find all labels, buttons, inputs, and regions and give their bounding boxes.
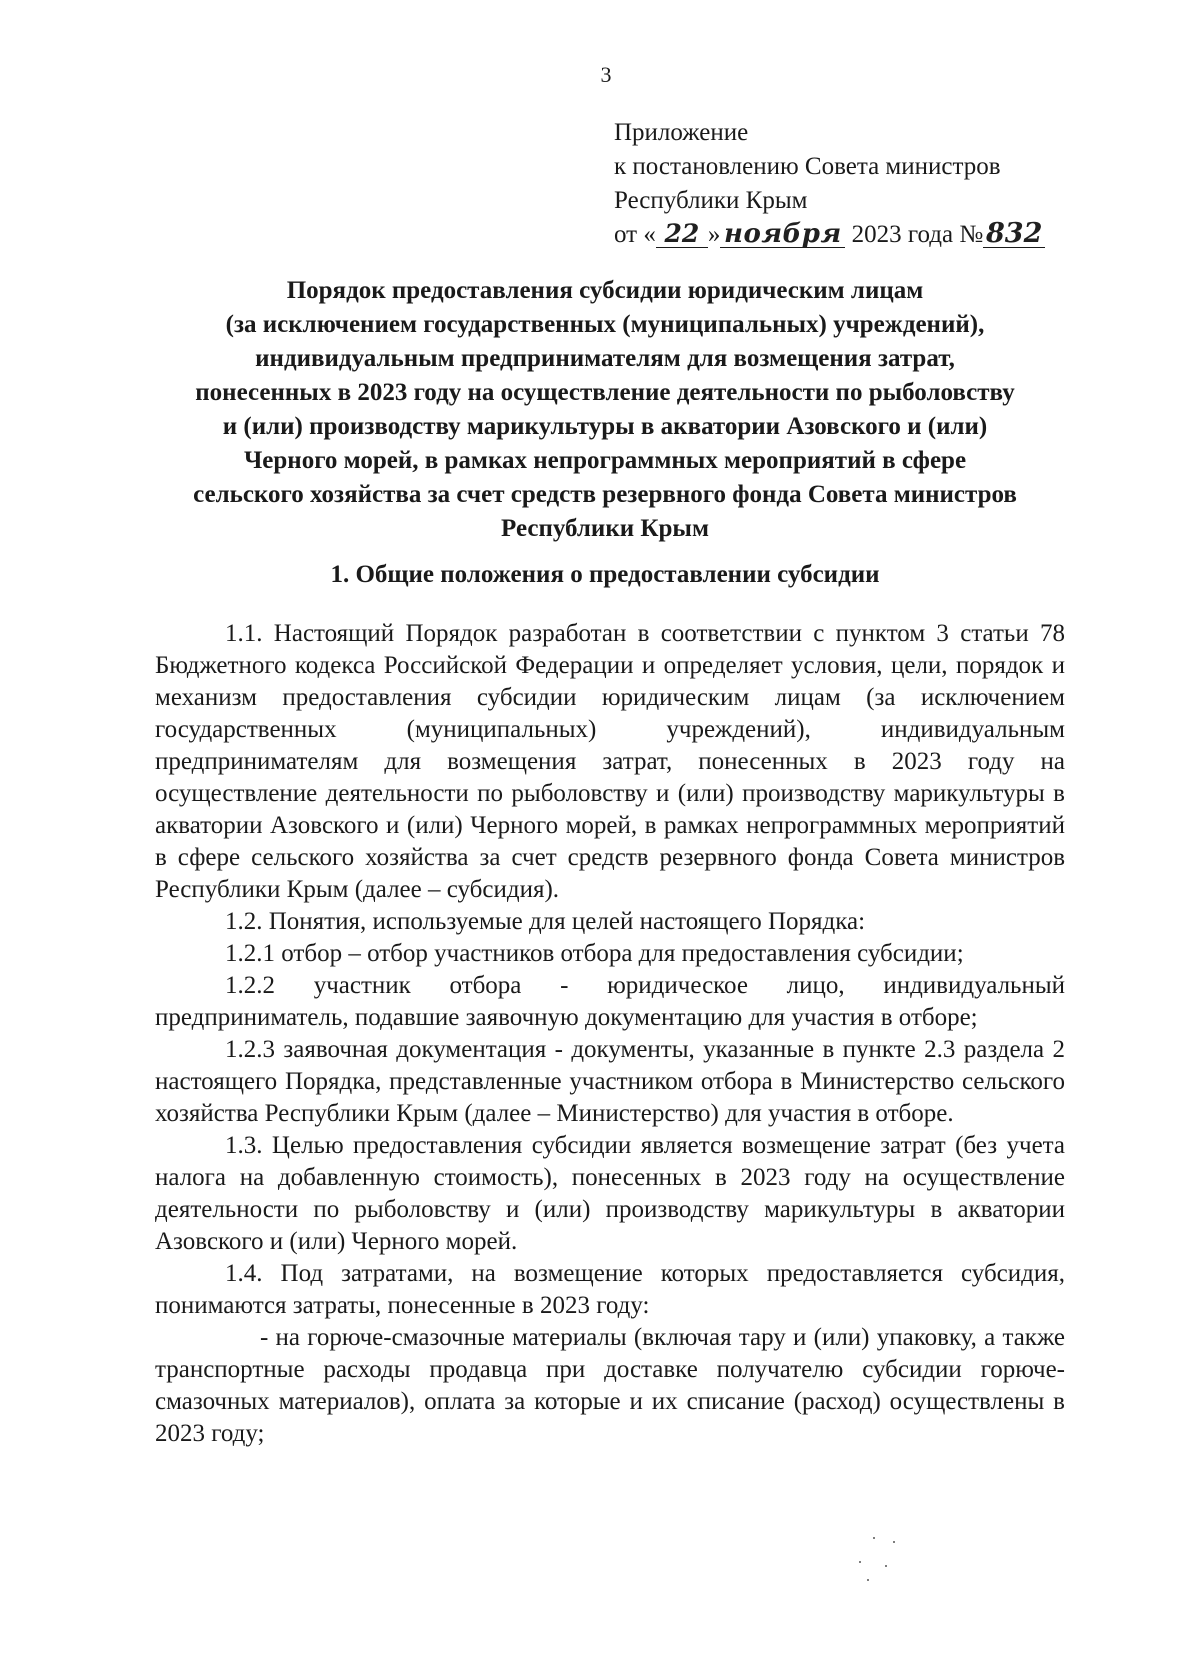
appendix-block [614, 116, 1045, 252]
paragraph-1-4-item-1: - на горюче-смазочные материалы (включая тару и (или) упаковку, а также транспортные расходы продавца при доставке получателю субсидии горюче-смазочных материалов), оплата за которые и их списание (расход) осуществлены в 2023 году; [155, 1324, 1065, 1447]
date-year: 2023 года № [851, 221, 984, 248]
date-prefix: от « [614, 221, 656, 248]
title-line-1: Порядок предоставления субсидии юридическим лицам [286, 277, 924, 304]
section-1-heading: 1. Общие положения о предоставлении субсидии [330, 561, 880, 588]
title-line-3: индивидуальным предпринимателям для возмещения затрат, [255, 345, 955, 372]
appendix-date-line [614, 218, 1045, 252]
document-body [155, 618, 1065, 1450]
appendix-resolution-line: к постановлению Совета министров [614, 153, 1001, 180]
title-line-7: сельского хозяйства за счет средств резервного фонда Совета министров [193, 481, 1017, 508]
handwritten-doc-number: 832 [983, 221, 1045, 248]
handwritten-month: ноября [720, 221, 845, 248]
paragraph-1-2: 1.2. Понятия, используемые для целей настоящего Порядка: [225, 908, 866, 935]
title-line-6: Черного морей, в рамках непрограммных мероприятий в сфере [243, 447, 967, 474]
appendix-label: Приложение [614, 119, 749, 146]
date-separator: » [707, 221, 721, 248]
handwritten-day: 22 [656, 221, 708, 248]
title-line-8: Республики Крым [501, 515, 709, 542]
appendix-republic-line: Республики Крым [614, 187, 808, 214]
title-line-5: и (или) производству марикультуры в акватории Азовского и (или) [222, 413, 988, 440]
paragraph-1-4: 1.4. Под затратами, на возмещение которых предоставляется субсидия, понимаются затраты, понесенные в 2023 году: [155, 1260, 1065, 1319]
scan-specks [855, 1535, 915, 1585]
paragraph-1-3: 1.3. Целью предоставления субсидии является возмещение затрат (без учета налога на добавленную стоимость), понесенных в 2023 году на осуществление деятельности по рыболовству и (или) производству марикультуры в акватории Азовского и (или) Черного морей. [155, 1132, 1065, 1255]
title-line-2: (за исключением государственных (муниципальных) учреждений), [225, 311, 985, 338]
paragraph-1-2-2: 1.2.2 участник отбора - юридическое лицо, индивидуальный предприниматель, подавшие заявочную документацию для участия в отборе; [155, 972, 1065, 1031]
title-line-4: понесенных в 2023 году на осуществление деятельности по рыболовству [195, 379, 1015, 406]
page-number: 3 [600, 62, 612, 87]
paragraph-1-2-1: 1.2.1 отбор – отбор участников отбора для предоставления субсидии; [225, 940, 964, 967]
paragraph-1-2-3: 1.2.3 заявочная документация - документы, указанные в пункте 2.3 раздела 2 настоящего Порядка, представленные участником отбора в Министерство сельского хозяйства Республики Крым (далее – Министерство) для участия в отборе. [155, 1036, 1065, 1127]
paragraph-1-1: 1.1. Настоящий Порядок разработан в соответствии с пунктом 3 статьи 78 Бюджетного кодекса Российской Федерации и определяет условия, цели, порядок и механизм предоставления субсидии юридическим лицам (за исключением государственных (муниципальных) учреждений), индивидуальным предпринимателям для возмещения затрат, понесенных в 2023 году на осуществление деятельности по рыболовству и (или) производству марикультуры в акватории Азовского и (или) Черного морей, в рамках непрограммных мероприятий в сфере сельского хозяйства за счет средств резервного фонда Совета министров Республики Крым (далее – субсидия). [155, 620, 1065, 903]
document-title [140, 274, 1070, 546]
